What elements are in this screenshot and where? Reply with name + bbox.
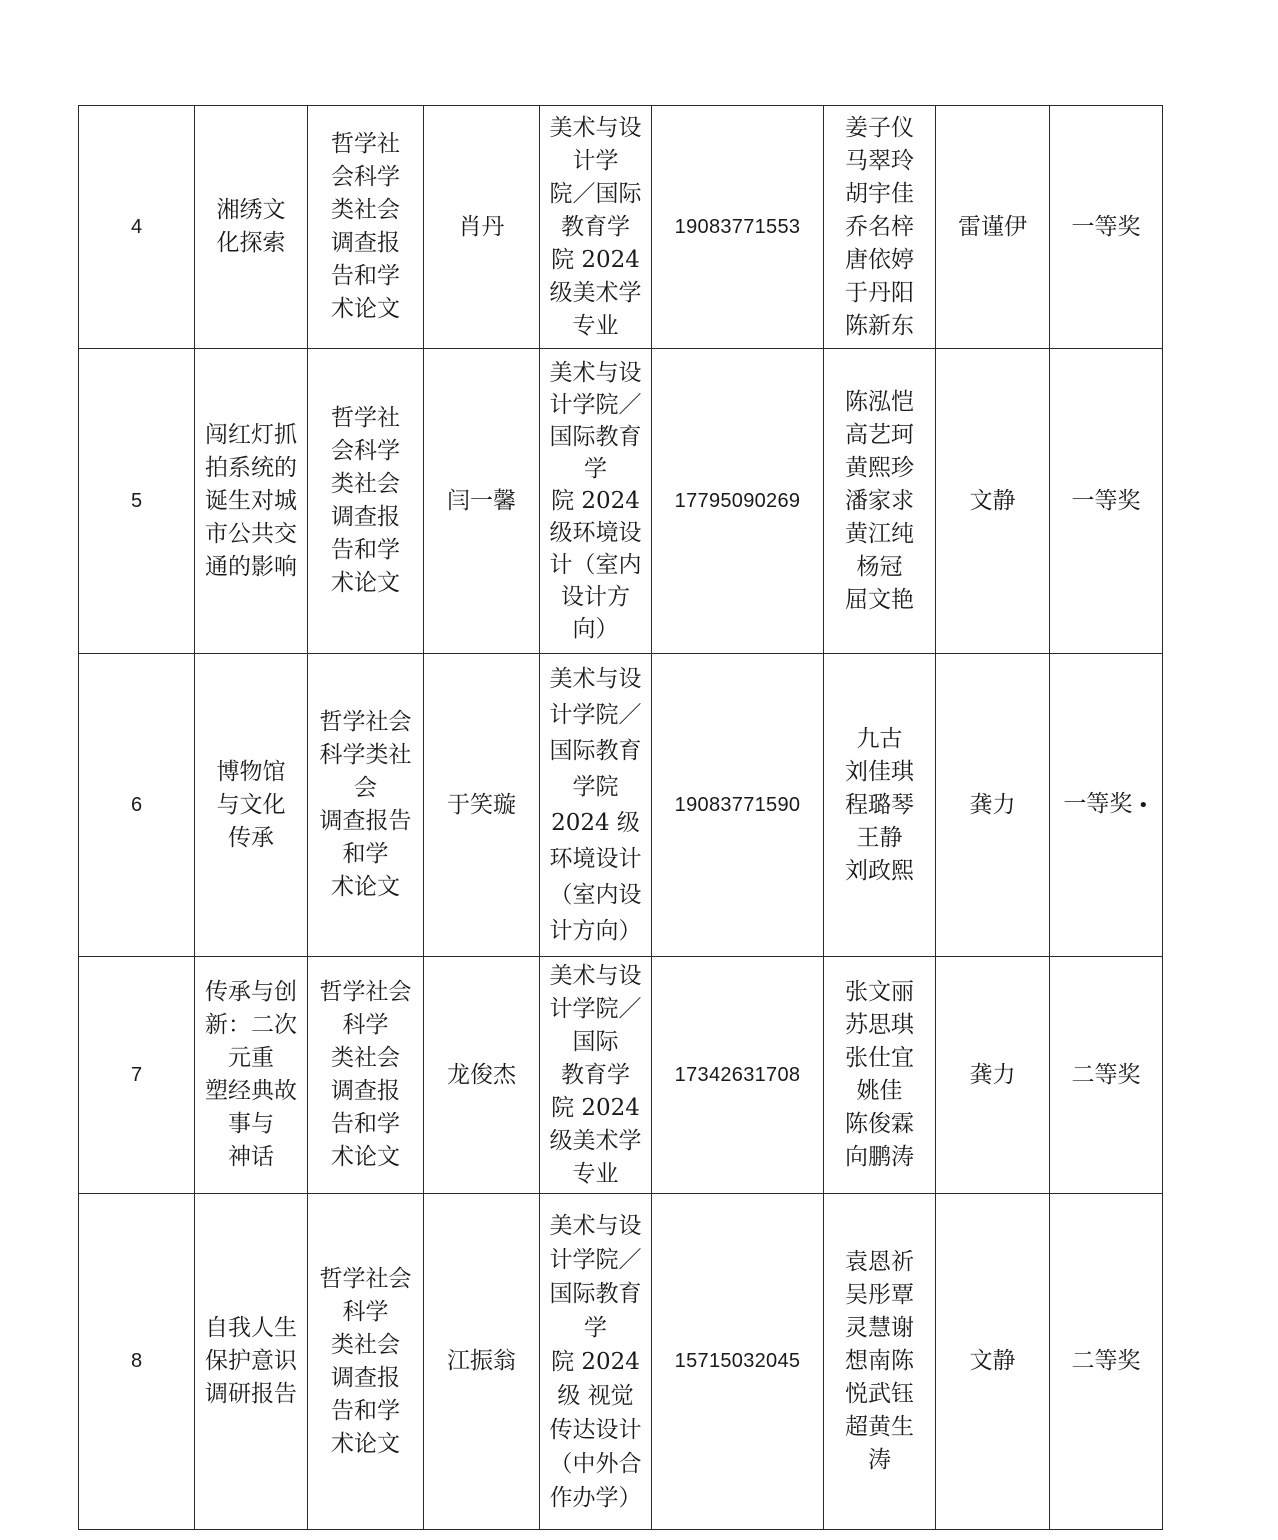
contact-phone: 17342631708: [652, 957, 824, 1194]
project-title: 传承与创 新：二次 元重 塑经典故 事与 神话: [195, 957, 308, 1194]
contact-phone: 19083771553: [652, 106, 824, 349]
project-title: 自我人生 保护意识 调研报告: [195, 1194, 308, 1530]
college-major: 美术与设 计学院／ 国际教育 学 院 2024 级 视觉 传达设计 （中外合 作办学）: [540, 1194, 652, 1530]
table-row: [79, 654, 1163, 957]
advisor: 文静: [936, 1194, 1050, 1530]
contact-phone: 15715032045: [652, 1194, 824, 1530]
award-level: [1050, 654, 1163, 957]
project-leader: 肖丹: [424, 106, 540, 349]
project-leader: 于笑璇: [424, 654, 540, 957]
award-table: [78, 105, 1163, 1530]
project-leader: 闫一馨: [424, 349, 540, 654]
team-members: 张文丽 苏思琪 张仕宜 姚佳 陈俊霖 向鹏涛: [824, 957, 936, 1194]
project-leader: 龙俊杰: [424, 957, 540, 1194]
row-index: 8: [79, 1194, 195, 1530]
contact-phone: 19083771590: [652, 654, 824, 957]
project-title: 博物馆 与文化 传承: [195, 654, 308, 957]
row-index: 4: [79, 106, 195, 349]
college-major: 美术与设 计学院／ 国际教育 学 院 2024 级环境设 计（室内 设计方 向）: [540, 349, 652, 654]
advisor: 雷谨伊: [936, 106, 1050, 349]
project-category: 哲学社会 科学 类社会 调查报 告和学 术论文: [308, 1194, 424, 1530]
college-major: 美术与设 计学院／ 国际教育 学院 2024 级 环境设计 （室内设 计方向）: [540, 654, 652, 957]
project-leader: 江振翁: [424, 1194, 540, 1530]
project-category: 哲学社会 科学类社 会 调查报告 和学 术论文: [308, 654, 424, 957]
table-row: [79, 1194, 1163, 1530]
project-category: 哲学社 会科学 类社会 调查报 告和学 术论文: [308, 349, 424, 654]
project-title: 湘绣文 化探索: [195, 106, 308, 349]
award-level: 一等奖: [1050, 349, 1163, 654]
table-row: [79, 106, 1163, 349]
project-category: 哲学社 会科学 类社会 调查报 告和学 术论文: [308, 106, 424, 349]
award-text: 一等奖: [1063, 791, 1133, 817]
row-index: 5: [79, 349, 195, 654]
table-row: [79, 349, 1163, 654]
team-members: 姜子仪 马翠玲 胡宇佳 乔名梓 唐依婷 于丹阳 陈新东: [824, 106, 936, 349]
contact-phone: 17795090269: [652, 349, 824, 654]
team-members: 袁恩祈 吴彤覃 灵慧谢 想南陈 悦武钰 超黄生 涛: [824, 1194, 936, 1530]
advisor: 文静: [936, 349, 1050, 654]
team-members: 陈泓恺 高艺珂 黄熙珍 潘家求 黄江纯 杨冠 屈文艳: [824, 349, 936, 654]
row-index: 7: [79, 957, 195, 1194]
award-level: 一等奖: [1050, 106, 1163, 349]
award-level: 二等奖: [1050, 1194, 1163, 1530]
advisor: 龚力: [936, 957, 1050, 1194]
table-row: [79, 957, 1163, 1194]
project-category: 哲学社会 科学 类社会 调查报 告和学 术论文: [308, 957, 424, 1194]
college-major: 美术与设 计学 院／国际 教育学 院 2024 级美术学 专业: [540, 106, 652, 349]
college-major: 美术与设 计学院／ 国际 教育学 院 2024 级美术学 专业: [540, 957, 652, 1194]
row-index: 6: [79, 654, 195, 957]
project-title: 闯红灯抓 拍系统的 诞生对城 市公共交 通的影响: [195, 349, 308, 654]
advisor: 龚力: [936, 654, 1050, 957]
award-level: 二等奖: [1050, 957, 1163, 1194]
team-members: 九古 刘佳琪 程璐琴 王静 刘政熙: [824, 654, 936, 957]
